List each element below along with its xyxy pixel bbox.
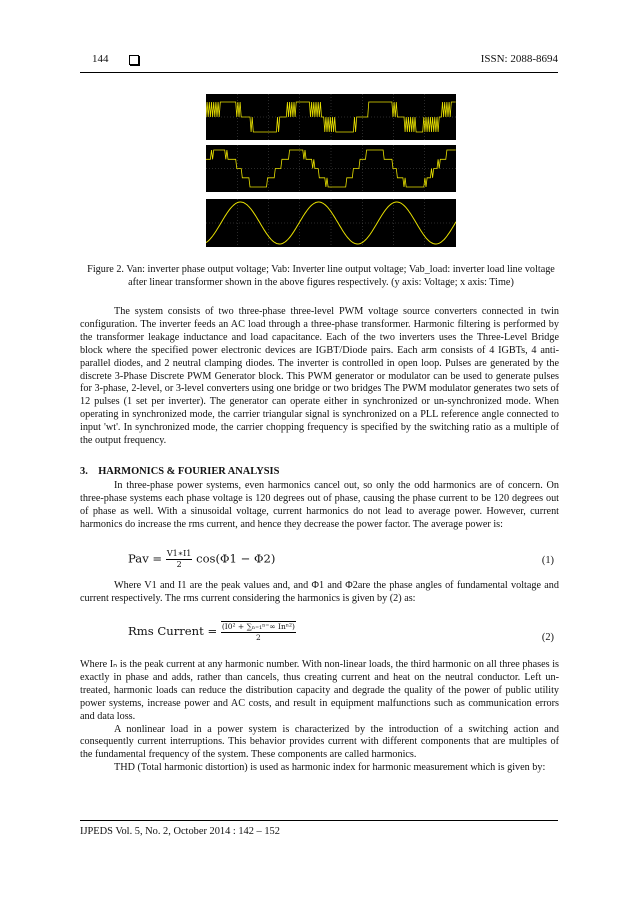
paragraph-where-v1: Where V1 and I1 are the peak values and, and Φ1 and Φ2are the phase angles of fundamental voltage and current respectively. The rms current considering the harmonics is given by (2) as:: [80, 580, 559, 604]
equation-1-number: (1): [541, 555, 554, 566]
issn: ISSN: 2088-8694: [480, 53, 558, 65]
van-waveform-plot: [206, 94, 456, 140]
paragraph-system: The system consists of two three-phase three-level PWM voltage source converters connected in twin configuration. The inverter feeds an AC load through a three-phase transformer. Harmonic filtering is performed by the transformer leakage inductance and load capacitance. Each of the two inverters uses the Three-Level Bridge block where the specified power electronic devices are IGBT/Diode pairs. Each arm consists of 4 IGBTs, 4 anti-parallel diodes, and 2 neutral clamping diodes. The inverter is controlled in open loop. Pulses are generated by the discrete 3-Phase Discrete PWM Generator block. This PWM generator or modulator can be used to generate pulses for 3-phase, 2-level, or 3-level converters using one bridge or two bridges The PWM modulator generates two sets of 12 pulses (1 set per inverter). The generator can operate either in synchronized or un-synchronized mode. When operating in synchronized mode, the carrier triangular signal is synchronized on a PLL reference angle connected to input 'wt'. In synchronized mode, the carrier chopping frequency is specified by the switching ratio as a multiple of the output frequency.: [80, 306, 559, 447]
header-rule: [80, 72, 558, 73]
equation-1: Pav = $\frac{V1∗I1}{2}$ cos(Φ1 − Φ2): [128, 549, 276, 569]
section-heading: 3. HARMONICS & FOURIER ANALYSIS: [80, 466, 280, 477]
equation-2: Rms Current = $\frac{\text{(I0² + ∑ₙ₌₁ⁿ⁼∞ Inⁿ²)}}{2}$: [128, 622, 295, 642]
header-box-icon: [129, 55, 139, 65]
vab-load-waveform-svg: [206, 199, 456, 247]
equation-2-number: (2): [541, 632, 554, 643]
journal-footer: IJPEDS Vol. 5, No. 2, October 2014 : 142 – 152: [80, 826, 280, 837]
vab-waveform-svg: [206, 145, 456, 192]
vab-waveform-plot: [206, 145, 456, 192]
footer-rule: [80, 820, 558, 821]
van-waveform-svg: [206, 94, 456, 140]
vab-load-waveform-plot: [206, 199, 456, 247]
paragraph-nonlinear-loads: Where Iₙ is the peak current at any harmonic number. With non-linear loads, the third harmonic on all three phases is exactly in phase and adds, rather than cancels, thus creating current and heat on the neutral conductor. Left un-treated, harmonic loads can reduce the distribution capacity and degrade the quality of the power of public utility power systems, increase power and AC costs, and result in equipment malfunctions such as communication errors and data loss. A nonlinear load in a power system is characterized by the introduction of a switching action and consequently current interruptions. This behavior provides current with different components that are multiples of the fundamental frequency of the system. These components are called harmonics. THD (Total harmonic distortion) is used as harmonic index for harmonic measurement which is given by:: [80, 659, 559, 774]
paragraph-harmonics: In three-phase power systems, even harmonics cancel out, so only the odd harmonics are of concern. On three-phase systems each phase voltage is 120 degrees out of phase, causing the phase current to be 120 degrees out of phase as well. With a sinusoidal voltage, current harmonics do not lead to average power. However, current harmonics do increase the rms current, and hence they decrease the power factor. The average power is:: [80, 480, 559, 530]
figure-caption: Figure 2. Van: inverter phase output voltage; Vab: Inverter line output voltage; Vab_load: inverter load line voltage after linear transformer shown in the above figures respectively. (y axis: Voltage; x axis: Time): [87, 264, 555, 288]
page-number: 144: [92, 53, 109, 65]
